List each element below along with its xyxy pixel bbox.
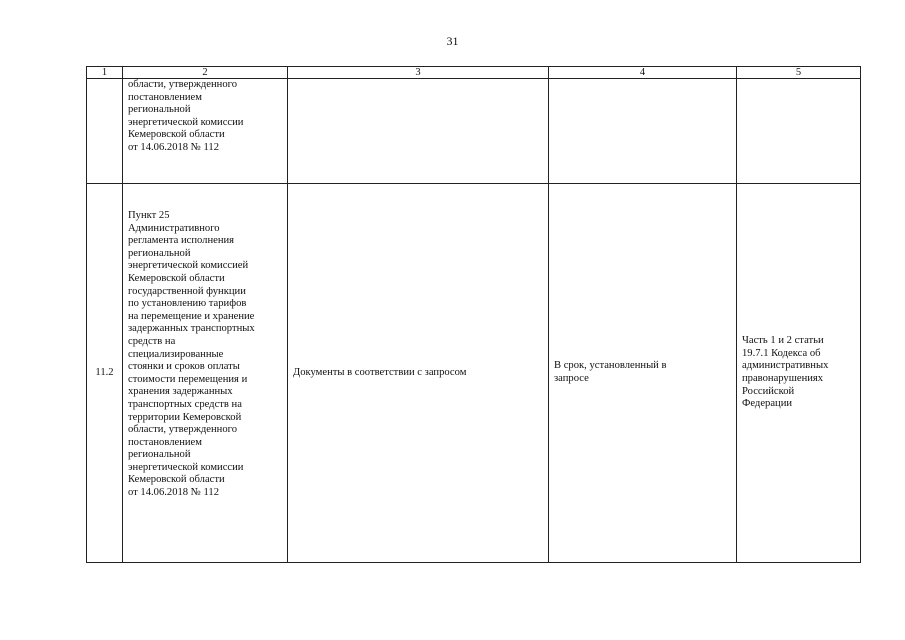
- text-line: региональной: [128, 449, 191, 461]
- row-number-cell: [87, 79, 123, 184]
- deadline-cell: [549, 79, 737, 184]
- text-line: на перемещение и хранение: [128, 310, 255, 322]
- text-line: Федерации: [742, 398, 793, 410]
- row-number-cell: 11.2: [87, 184, 123, 563]
- documents-cell: [288, 79, 549, 184]
- deadline-text: [549, 360, 736, 385]
- text-line: энергетической комиссии: [128, 461, 244, 473]
- text-line: области, утвержденного: [128, 424, 237, 436]
- page-number: 31: [446, 34, 459, 48]
- text-line: от 14.06.2018 № 112: [128, 487, 220, 499]
- text-line: стоянки и сроков оплаты: [128, 361, 240, 373]
- text-line: задержанных транспортных: [128, 323, 255, 335]
- text-line: Кемеровской области: [128, 129, 225, 141]
- documents-text: Документы в соответствии с запросом: [293, 366, 467, 378]
- text-line: специализированные: [128, 348, 224, 360]
- text-line: энергетической комиссии: [128, 116, 244, 128]
- liability-cell: [737, 184, 861, 563]
- text-line: постановлением: [128, 436, 202, 448]
- text-line: Кемеровской области: [128, 474, 225, 486]
- table-row: [87, 79, 861, 184]
- text-line: энергетической комиссией: [128, 260, 249, 272]
- header-col-5: 5: [737, 67, 861, 79]
- header-col-2: 2: [123, 67, 288, 79]
- text-line: транспортных средств на: [128, 398, 242, 410]
- legal-reference-text: [123, 184, 287, 500]
- text-line: от 14.06.2018 № 112: [128, 141, 220, 153]
- text-line: Российской: [742, 385, 795, 397]
- header-col-3: 3: [288, 67, 549, 79]
- legal-reference-cell: [123, 79, 288, 184]
- text-line: Кемеровской области: [128, 272, 225, 284]
- text-line: правонарушениях: [742, 373, 824, 384]
- document-table: [86, 66, 861, 563]
- text-line: регламента исполнения: [128, 235, 235, 247]
- text-line: средств на: [128, 335, 176, 347]
- text-line: региональной: [128, 104, 191, 116]
- header-col-1: 1: [87, 67, 123, 79]
- text-line: административных: [742, 360, 829, 372]
- text-line: Административного: [128, 222, 220, 234]
- text-line: В срок, установленный в: [554, 360, 667, 372]
- legal-reference-cell: [123, 184, 288, 563]
- text-line: постановлением: [128, 91, 202, 103]
- header-row: [87, 67, 861, 79]
- liability-text: [737, 335, 860, 411]
- text-line: Пункт 25: [128, 210, 170, 221]
- text-line: Часть 1 и 2 статьи: [742, 335, 824, 347]
- legal-reference-text: [123, 79, 287, 155]
- text-line: запросе: [554, 373, 589, 384]
- text-line: стоимости перемещения и: [128, 373, 248, 385]
- text-line: области, утвержденного: [128, 79, 237, 90]
- header-col-4: 4: [549, 67, 737, 79]
- text-line: государственной функции: [128, 285, 246, 297]
- text-line: региональной: [128, 247, 191, 259]
- deadline-cell: [549, 184, 737, 563]
- text-line: хранения задержанных: [128, 386, 233, 398]
- documents-cell: [288, 184, 549, 563]
- text-line: территории Кемеровской: [128, 411, 242, 423]
- liability-cell: [737, 79, 861, 184]
- text-line: 19.7.1 Кодекса об: [742, 347, 821, 359]
- text-line: по установлению тарифов: [128, 298, 247, 310]
- table-row: [87, 184, 861, 563]
